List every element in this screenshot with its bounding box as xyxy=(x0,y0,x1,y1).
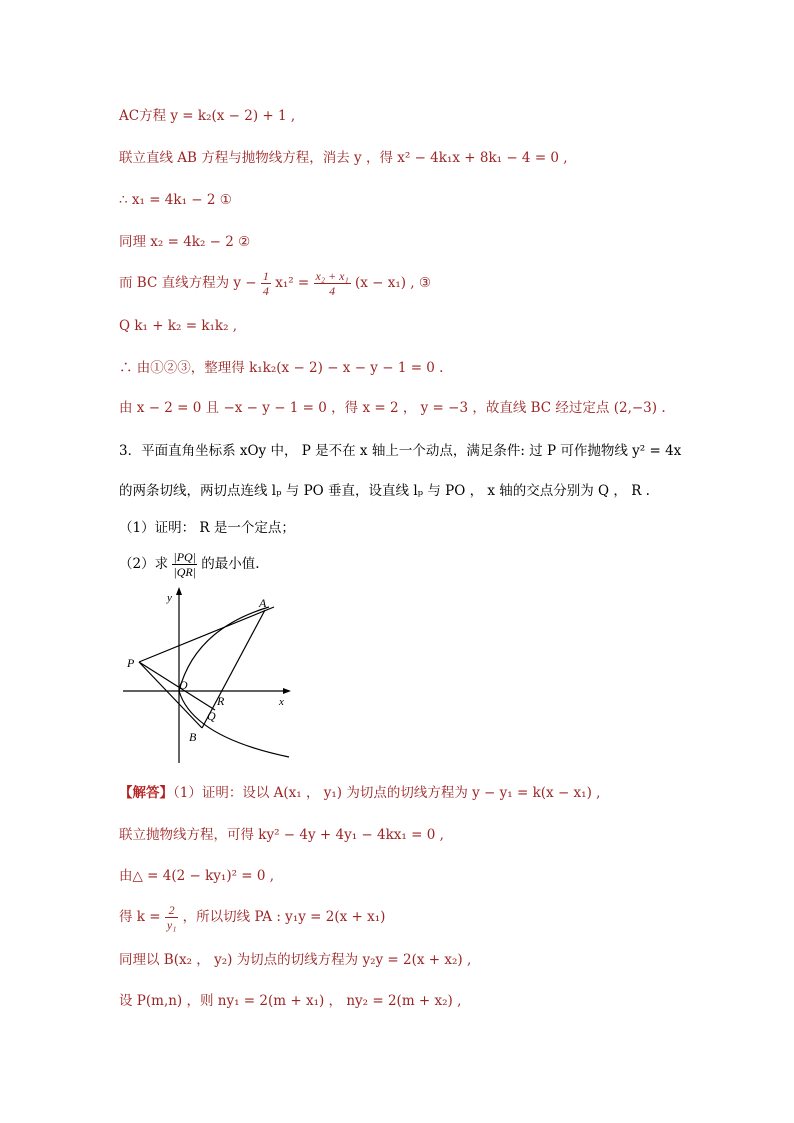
label-r: R xyxy=(217,694,225,708)
label-y: y xyxy=(167,592,172,604)
line-16 xyxy=(119,900,385,934)
line-5 xyxy=(119,268,431,298)
line-10 xyxy=(119,481,650,501)
x-axis-arrow xyxy=(283,688,291,694)
line-18-text: 设 P(m,n) ，则 ny₁ = 2(m + x₁) ， ny₂ = 2(m + x₂) , xyxy=(119,993,462,1009)
line-4-text: 同理 x₂ = 4k₂ − 2 ② xyxy=(119,234,251,250)
fraction-den: 4 xyxy=(262,284,269,298)
line-4 xyxy=(119,232,250,252)
fraction-den: 4 xyxy=(329,284,336,298)
fraction-num: 1 xyxy=(262,269,269,283)
line-15 xyxy=(119,866,274,886)
label-p: P xyxy=(127,656,135,670)
line-6-text: Q k₁ + k₂ = k₁k₂ , xyxy=(119,318,238,334)
fraction-pq-qr xyxy=(172,550,197,579)
line-9-text: 3．平面直角坐标系 xOy 中， P 是不在 x 轴上一个动点，满足条件: 过 P 可作抛物线 y² = 4x xyxy=(119,443,682,459)
line-1 xyxy=(119,106,295,126)
line-14-text: 联立抛物线方程，可得 ky² − 4y + 4y₁ − 4kx₁ = 0 , xyxy=(119,827,444,843)
line-9 xyxy=(119,441,681,461)
line-po xyxy=(139,662,215,710)
line-13-text: （1）证明：设以 A(x₁ ， y₁) 为切点的切线方程为 y − y₁ = k(x − x₁) , xyxy=(173,785,601,801)
fraction-den: |QR| xyxy=(173,565,196,579)
label-q: Q xyxy=(207,709,216,723)
fraction-quarter xyxy=(261,269,271,298)
line-8-text: 由 x − 2 = 0 且 −x − y − 1 = 0 ，得 x = 2 ， y = −3 ，故直线 BC 经过定点 (2,−3) . xyxy=(119,400,666,416)
line-2 xyxy=(119,148,568,168)
line-17 xyxy=(119,950,471,970)
line-12-post: 的最小值. xyxy=(201,556,260,572)
line-7-text: ∴ 由①②③，整理得 k₁k₂(x − 2) − x − y − 1 = 0 . xyxy=(119,360,444,376)
fraction-k xyxy=(165,903,179,932)
line-8 xyxy=(119,398,666,418)
line-11 xyxy=(119,518,295,538)
line-5-post: (x − x₁) , ③ xyxy=(354,275,431,291)
line-16-pre: 得 k = xyxy=(119,909,161,925)
line-17-text: 同理以 B(x₂ ， y₂) 为切点的切线方程为 y₂y = 2(x + x₂) , xyxy=(119,952,472,968)
line-5-mid: x₁² = xyxy=(275,275,310,291)
line-7 xyxy=(119,358,443,378)
label-b: B xyxy=(189,730,197,744)
label-x: x xyxy=(279,696,284,708)
line-3-text: ∴ x₁ = 4k₁ − 2 ① xyxy=(119,192,232,208)
label-a: A xyxy=(259,596,267,610)
line-18 xyxy=(119,991,461,1011)
line-6 xyxy=(119,316,237,336)
tangent-pb xyxy=(139,662,202,728)
line-10-text: 的两条切线，两切点连线 lₚ 与 PO 垂直，设直线 lₚ 与 PO ， x 轴的交点分别为 Q ， R . xyxy=(119,483,650,499)
y-axis-arrow xyxy=(176,587,182,595)
line-12-pre: （2）求 xyxy=(119,556,169,572)
fraction-num: 2 xyxy=(165,903,179,918)
answer-tag: 【解答】 xyxy=(119,785,173,801)
line-14 xyxy=(119,825,444,845)
line-1-text: AC方程 y = k₂(x − 2) + 1 , xyxy=(119,108,296,124)
line-16-post: ，所以切线 PA : y₁y = 2(x + x₁) xyxy=(182,909,386,925)
line-13 xyxy=(119,783,600,803)
fraction-num: |PQ| xyxy=(173,550,196,564)
tangent-pa xyxy=(139,607,274,662)
parabola-figure xyxy=(119,585,295,765)
line-15-text: 由△ = 4(2 − ky₁)² = 0 , xyxy=(119,868,275,884)
line-3 xyxy=(119,190,232,210)
line-11-text: （1）证明： R 是一个定点； xyxy=(119,520,295,536)
fraction-num: x₂ + x₁ xyxy=(315,269,349,283)
fraction-den: y₁ xyxy=(166,918,177,932)
line-2-text: 联立直线 AB 方程与抛物线方程，消去 y ，得 x² − 4k₁x + 8k₁ − 4 = 0 , xyxy=(119,150,568,166)
line-12 xyxy=(119,548,260,580)
line-5-pre: 而 BC 直线方程为 y − xyxy=(119,275,257,291)
fraction-sum xyxy=(314,269,351,298)
label-o: O xyxy=(179,678,188,692)
